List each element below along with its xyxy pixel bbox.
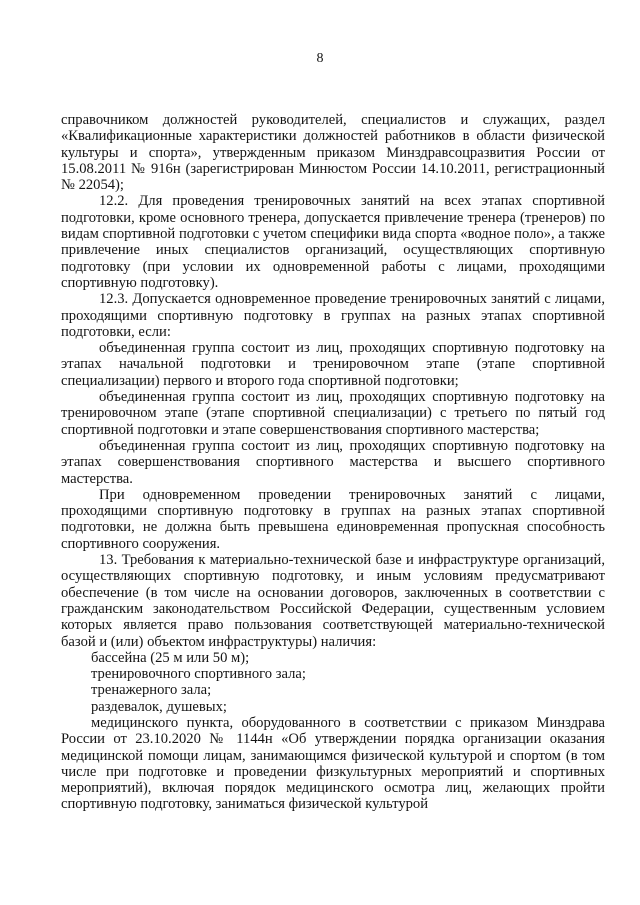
list-item: раздевалок, душевых;	[91, 698, 227, 715]
paragraph: справочником должностей руководителей, специалистов и служащих, раздел «Квалификационные характеристики должностей работников в области физической культуры и спорта», утвержденным приказом Минздравсоцразвития России от 15.08.2011 № 916н (зарегистрирован Минюстом России 14.10.2011, регистрационный № 22054);	[61, 112, 605, 194]
paragraph: При одновременном проведении тренировочных занятий с лицами, проходящими спортивную подготовку в группах на разных этапах спортивной подготовки, не должна быть превышена единовременная пропускная способность спортивного сооружения.	[61, 486, 605, 552]
paragraph: 13. Требования к материально-технической базе и инфраструктуре организаций, осуществляющих спортивную подготовку, и иным условиям предусматривают обеспечение (в том числе на основании договоров, заключенных в соответствии с гражданским законодательством Российской Федерации, существенным условием которых является право пользования соответствующей материально-технической базой и (или) объектом инфраструктуры) наличия:	[61, 552, 605, 650]
paragraph: объединенная группа состоит из лиц, проходящих спортивную подготовку на этапах совершенствования спортивного мастерства и высшего спортивного мастерства.	[61, 437, 605, 487]
page-number: 8	[316, 51, 324, 66]
paragraph: 12.2. Для проведения тренировочных занятий на всех этапах спортивной подготовки, кроме основного тренера, допускается привлечение тренера (тренеров) по видам спортивной подготовки с учетом специфики вида спорта «водное поло», а также привлечение иных специалистов организаций, осуществляющих спортивную подготовку (при условии их одновременной работы с лицами, проходящими спортивную подготовку).	[61, 193, 605, 291]
list-item: медицинского пункта, оборудованного в соответствии с приказом Минздрава России от 23.10.2020 № 1144н «Об утверждении порядка организации оказания медицинской помощи лицам, занимающимся физической культурой и спортом (в том числе при подготовке и проведении физкультурных мероприятий и спортивных мероприятий), включая порядок медицинского осмотра лиц, желающих пройти спортивную подготовку, заниматься физической культурой	[61, 714, 605, 813]
list-item: тренировочного спортивного зала;	[91, 666, 306, 683]
list-item: тренажерного зала;	[91, 682, 212, 699]
paragraph: 12.3. Допускается одновременное проведение тренировочных занятий с лицами, проходящими спортивную подготовку в группах на разных этапах спортивной подготовки, если:	[61, 291, 605, 340]
document-body	[61, 112, 605, 813]
paragraph: объединенная группа состоит из лиц, проходящих спортивную подготовку на тренировочном этапе (этапе спортивной специализации) с третьего по пятый год спортивной подготовки и этапе совершенствования спортивного мастерства;	[61, 389, 605, 438]
list-item: бассейна (25 м или 50 м);	[91, 649, 250, 666]
paragraph: объединенная группа состоит из лиц, проходящих спортивную подготовку на этапах начальной подготовки и тренировочном этапе (этапе спортивной специализации) первого и второго года спортивной подготовки;	[61, 340, 605, 389]
